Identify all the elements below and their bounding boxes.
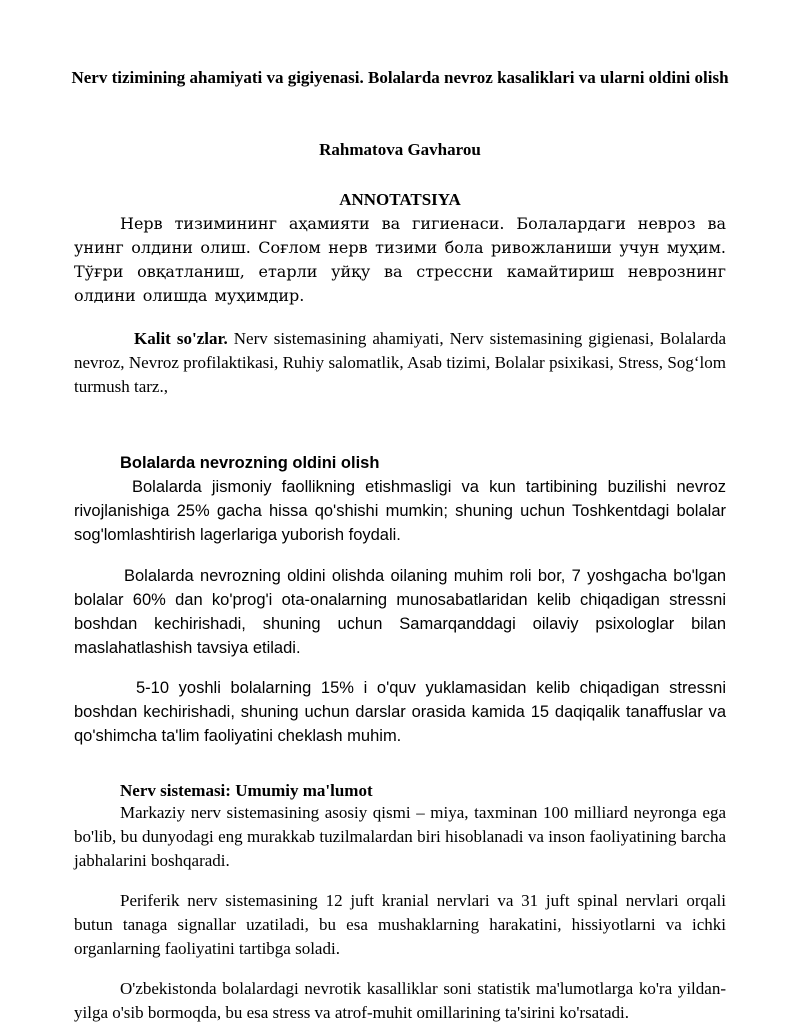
paragraph: Bolalarda nevrozning oldini olishda oilaning muhim roli bor, 7 yoshgacha bo'lgan bolalar 60% dan ko'prog'i ota-onalarning munosabatlaridan kelib chiqadigan stressni boshdan kechirishadi, shuning uchun Samarqanddagi oilaviy psixologlar bilan maslahatlashish tavsiya etiladi. [74, 567, 726, 657]
annotation-text: Нерв тизимининг аҳамияти ва гигиенаси. Болалардаги невроз ва унинг олдини олиш. Соғлом нерв тизими бола ривожланиши учун муҳим. Тўғри овқатланиш, етарли уйқу ва стрессни камайтириш неврознинг олдини олишда муҳимдир. [74, 214, 726, 305]
section-heading-nevroz: Bolalarda nevrozning oldini olish [120, 454, 380, 472]
annotation-heading: ANNOTATSIYA [339, 190, 461, 209]
paragraph: Periferik nerv sistemasining 12 juft kranial nervlari va 31 juft spinal nervlari orqali butun tanaga signallar uzatiladi, bu esa mushaklarning harakatini, hissiyotlarni va ichki organlarning faoliyatini tartibga soladi. [74, 891, 726, 958]
paragraph: 5-10 yoshli bolalarning 15% i o'quv yuklamasidan kelib chiqadigan stressni boshdan kechirishadi, shuning uchun darslar orasida kamida 15 daqiqalik tanaffuslar va qo'shimcha ta'lim faoliyatini cheklash muhim. [74, 679, 726, 745]
keywords-paragraph [74, 327, 726, 399]
keywords-text: Nerv sistemasining ahamiyati, Nerv sistemasining gigienasi, Bolalarda nevroz, Nevroz profilaktikasi, Ruhiy salomatlik, Asab tizimi, Bolalar psixikasi, Stress, Sog‘lom turmush tarz., [74, 329, 726, 396]
keywords-label: Kalit so'zlar. [134, 329, 228, 348]
document-title: Nerv tizimining ahamiyati va gigiyenasi. Bolalarda nevroz kasaliklari va ularni oldini olish [71, 68, 729, 87]
paragraph: O'zbekistonda bolalardagi nevrotik kasalliklar soni statistik ma'lumotlarga ko'ra yildan-yilga o'sib bormoqda, bu esa stress va atrof-muhit omillarining ta'sirini ko'rsatadi. [74, 979, 726, 1022]
paragraph: Bolalarda jismoniy faollikning etishmasligi va kun tartibining buzilishi nevroz rivojlanishiga 25% gacha hissa qo'shishi mumkin; shuning uchun Toshkentdagi bolalar sog'lomlashtirish lagerlariga yuborish foydali. [74, 478, 726, 544]
author-name: Rahmatova Gavharou [319, 140, 481, 159]
section-heading-nerv-sistemasi: Nerv sistemasi: Umumiy ma'lumot [120, 781, 373, 800]
paragraph: Markaziy nerv sistemasining asosiy qismi – miya, taxminan 100 milliard neyronga ega bo'lib, bu dunyodagi eng murakkab tuzilmalardan biri hisoblanadi va inson faoliyatining barcha jabhalarini boshqaradi. [74, 803, 726, 870]
